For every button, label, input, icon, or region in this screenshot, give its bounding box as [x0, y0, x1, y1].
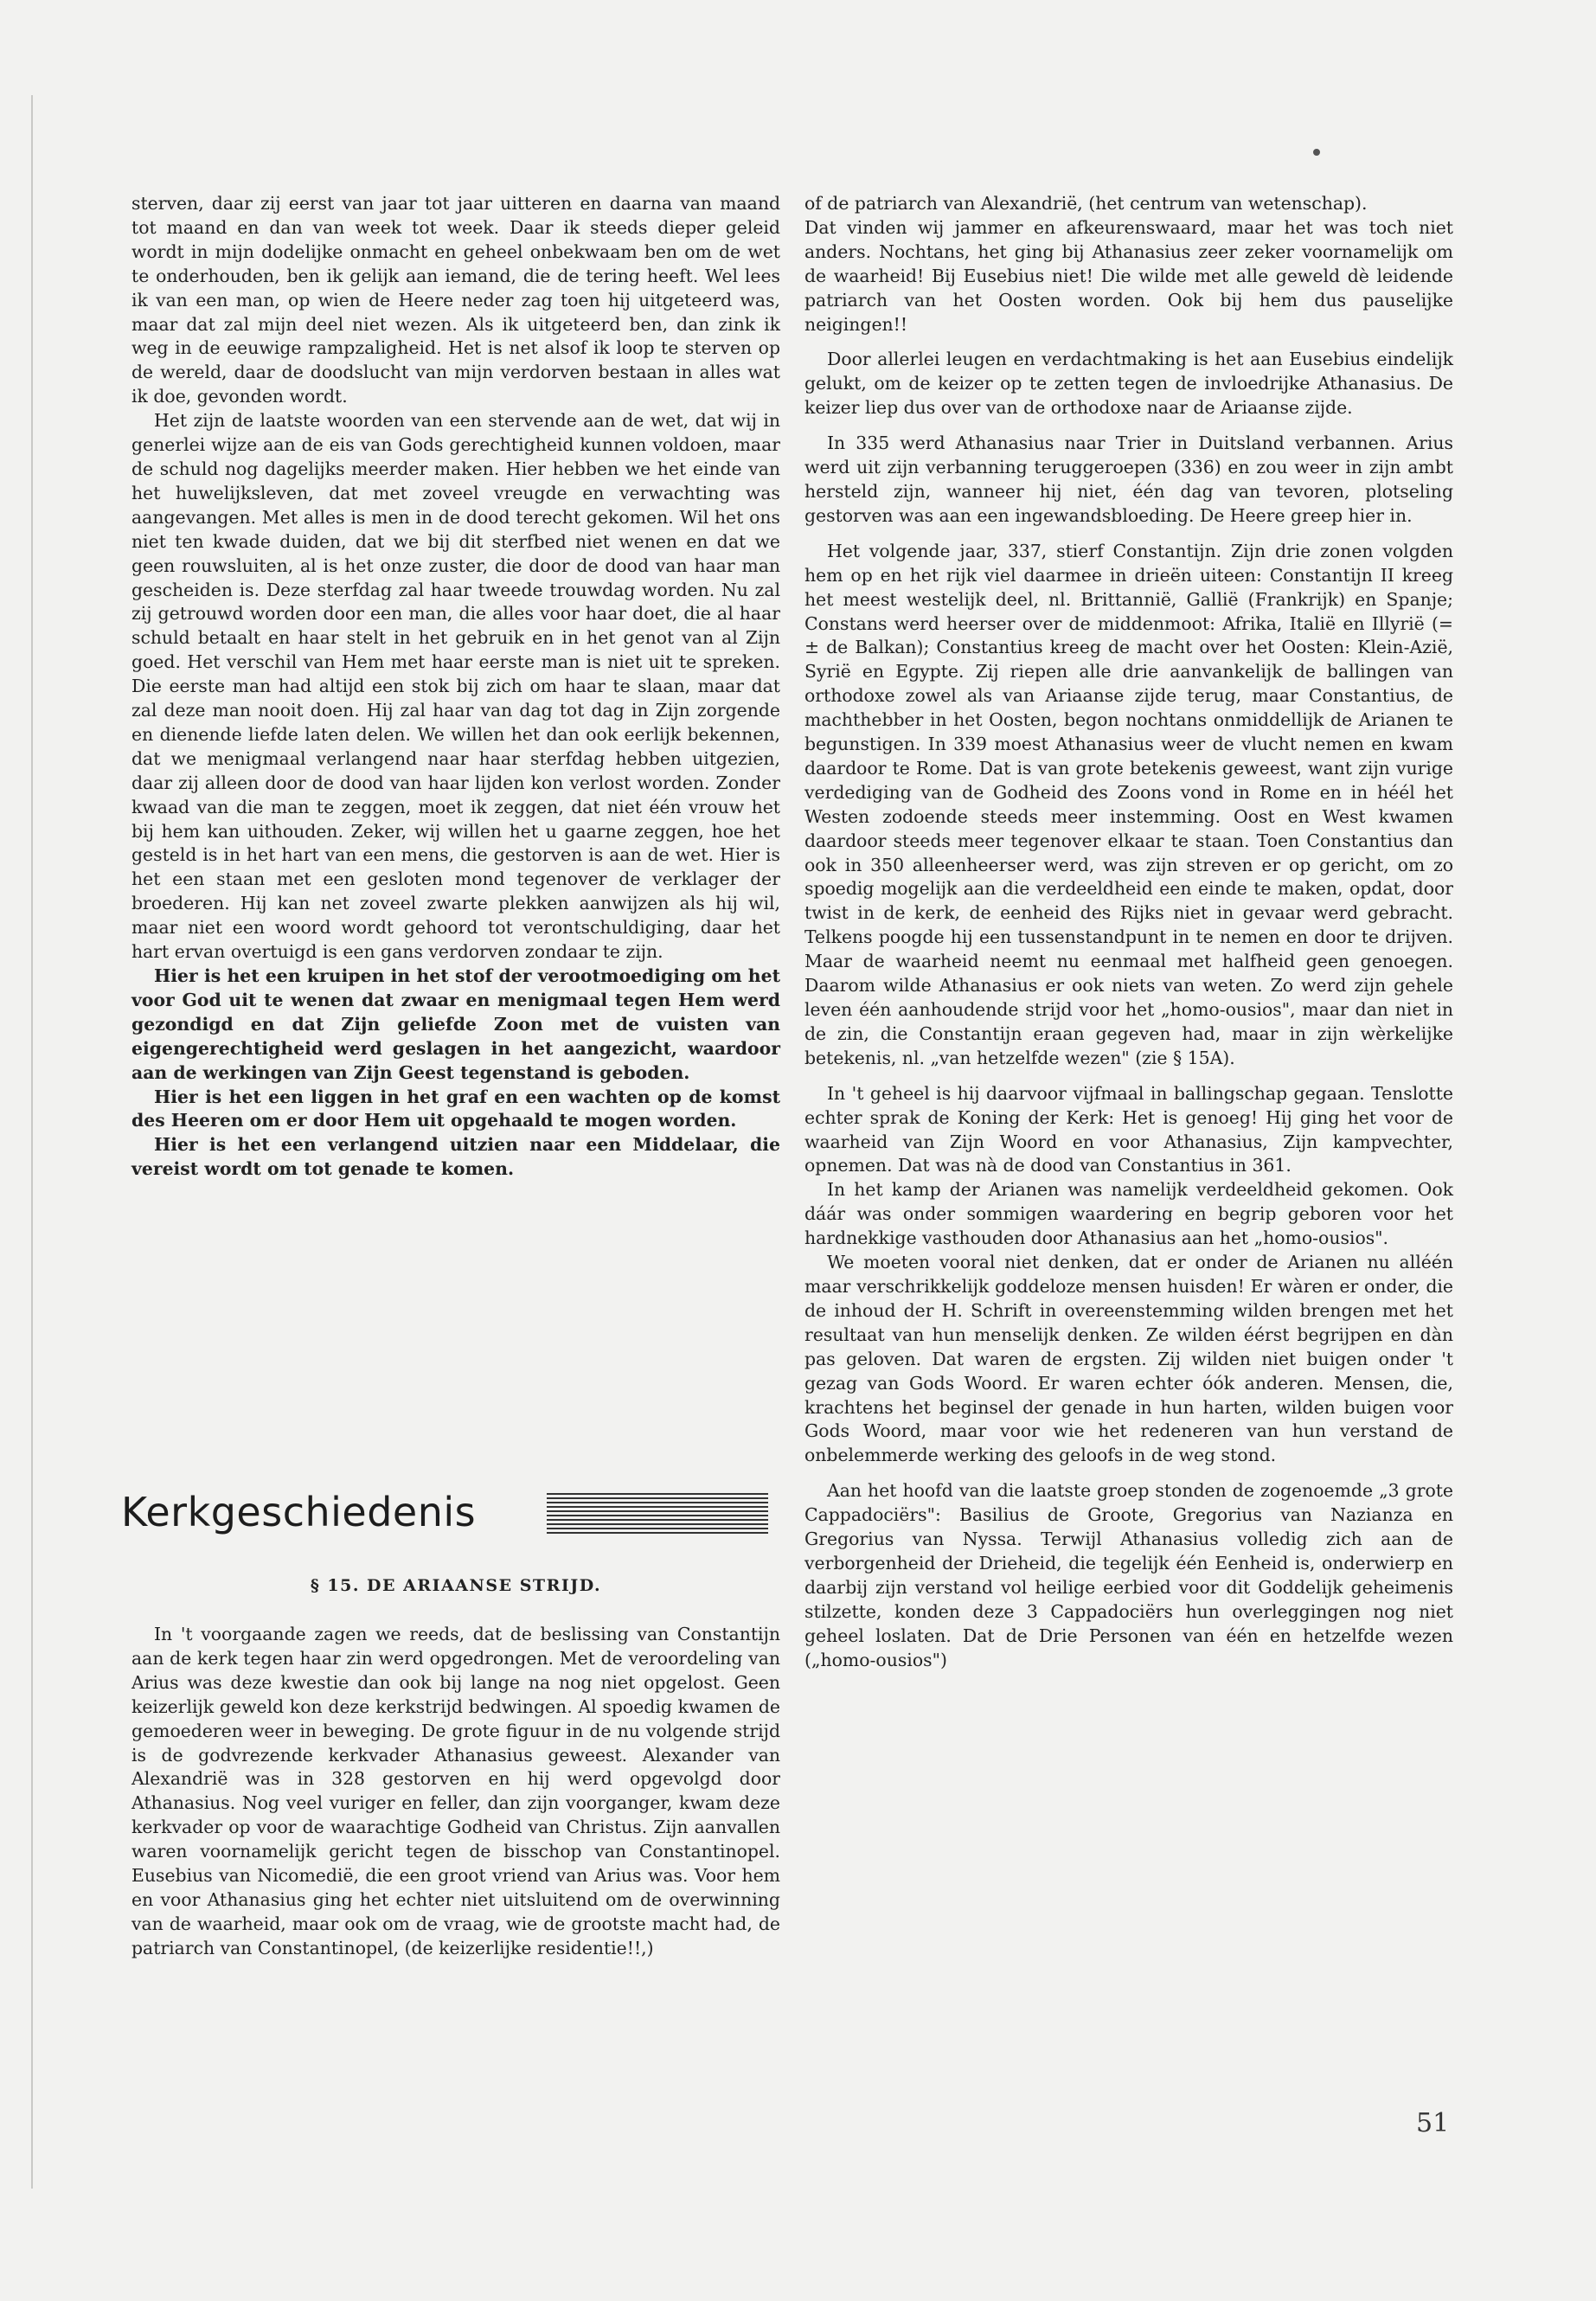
paragraph: Hier is het een liggen in het graf en een wachten op de komst des Heeren om er door Hem uit opgehaald te mogen worden. [131, 1086, 780, 1131]
paragraph: Dat vinden wij jammer en afkeurenswaard, maar het was toch niet anders. Nochtans, het ging bij Athanasius zeer zeker voornamelijk om de waarheid! Bij Eusebius niet! Die wilde met alle geweld dè leidende patriarch van het Oosten worden. Ook bij hem dus pauselijke neigingen!! [804, 216, 1453, 335]
left-column [131, 192, 780, 1182]
section-title: § 15. DE ARIAANSE STRIJD. [310, 1576, 602, 1595]
paragraph: In 't voorgaande zagen we reeds, dat de beslissing van Constantijn aan de kerk tegen haar zin werd opgedrongen. Met de veroordeling van Arius was deze kwestie dan ook bij lange na nog niet opgelost. Geen keizerlijk geweld kon deze kerkstrijd bedwingen. Al spoedig kwamen de gemoederen weer in beweging. De grote figuur in de nu volgende strijd is de godvrezende kerkvader Athanasius geweest. Alexander van Alexandrië was in 328 gestorven en hij werd opgevolgd door Athanasius. Nog veel vuriger en feller, dan zijn voorganger, kwam deze kerkvader op voor de waarachtige Godheid van Christus. Zijn aanvallen waren voornamelijk gericht tegen de bisschop van Constantinopel. Eusebius van Nicomedië, die een groot vriend van Arius was. Voor hem en voor Athanasius ging het echter niet uitsluitend om de overwinning van de waarheid, maar ook om de vraag, wie de grootste macht had, de patriarch van Constantinopel, (de keizerlijke residentie!!,) [131, 1624, 780, 1958]
right-column [804, 192, 1453, 1672]
paragraph: Het volgende jaar, 337, stierf Constantijn. Zijn drie zonen volgden hem op en het rijk viel daarmee in drieën uiteen: Constantijn II kreeg het meest westelijk deel, nl. Brittannië, Gallië (Frankrijk) en Spanje; Constans werd heerser over de middenmoot: Afrika, Italië en Illyrië (= ± de Balkan); Constantius kreeg de macht over het Oosten: Klein-Azië, Syrië en Egypte. Zij riepen alle drie aanvankelijk de ballingen van orthodoxe zowel als van Ariaanse zijde terug, maar Constantius, de machthebber in het Oosten, begon nochtans onmiddellijk de Arianen te begunstigen. In 339 moest Athanasius weer de vlucht nemen en kwam daardoor te Rome. Dat is van grote betekenis geweest, want zijn vurige verdediging van de Godheid des Zoons vond in Rome en in héél het Westen zodoende steeds meer instemming. Oost en West kwamen daardoor steeds meer tegenover elkaar te staan. Toen Constantius dan ook in 350 alleenheerser werd, was zijn streven er op gericht, om zo spoedig mogelijk aan die verdeeldheid een einde te maken, opdat, door twist in de kerk, de eenheid des Rijks niet in gevaar werd gebracht. Telkens poogde hij een tussenstandpunt in te nemen en door te drijven. Maar de waarheid neemt nu eenmaal met halfheid geen genoegen. Daarom wilde Athanasius er ook niets van weten. Zo werd zijn gehele leven één aanhoudende strijd voor het „homo-ousios", maar dan niet in de zin, die Constantijn eraan gegeven had, maar in zijn wèrkelijke betekenis, nl. „van hetzelfde wezen" (zie § 15A). [804, 540, 1453, 1068]
paragraph: Hier is het een verlangend uitzien naar een Middelaar, die vereist wordt om tot genade te komen. [131, 1134, 780, 1180]
section-title-wrap [131, 1576, 780, 1607]
paragraph: We moeten vooral niet denken, dat er onder de Arianen nu alléén maar verschrikkelijk goddeloze mensen huisden! Er wàren er onder, die de inhoud der H. Schrift in overeenstemming wilden brengen met het resultaat van hun menselijk denken. Ze wilden éérst begrijpen en dàn pas geloven. Dat waren de ergsten. Zij wilden niet buigen onder 't gezag van Gods Woord. Er waren echter óók anderen. Mensen, die, krachtens het beginsel der genade in hun harten, wilden buigen voor Gods Woord, maar voor wie het redeneren van hun verstand de onbelemmerde werking des geloofs in de weg stond. [804, 1252, 1453, 1466]
page-number: 51 [1416, 2108, 1450, 2138]
paragraph: of de patriarch van Alexandrië, (het centrum van wetenschap). [804, 193, 1368, 214]
paragraph: Hier is het een kruipen in het stof der verootmoediging om het voor God uit te wenen dat zwaar en menigmaal tegen Hem werd gezondigd en dat Zijn geliefde Zoon met de vuisten van eigengerechtigheid werd geslagen in het aangezicht, waardoor aan de werkingen van Zijn Geest tegenstand is geboden. [131, 965, 780, 1083]
ink-spot [1313, 149, 1320, 156]
paragraph: sterven, daar zij eerst van jaar tot jaar uitteren en daarna van maand tot maand en dan van week tot week. Daar ik steeds dieper geleid wordt in mijn dodelijke onmacht en geheel onbekwaam ben om de wet te onderhouden, ben ik gelijk aan iemand, die de tering heeft. Wel lees ik van een man, op wien de Heere neder zag toen hij uitgeteerd was, maar dat zal mijn deel niet wezen. Als ik uitgeteerd ben, dan zink ik weg in de eeuwige rampzaligheid. Het is net alsof ik loop te sterven op de wereld, daar de doodslucht van mijn verdorven bestaan in alles wat ik doe, gevonden wordt. [131, 193, 780, 407]
paragraph: Het zijn de laatste woorden van een stervende aan de wet, dat wij in generlei wijze aan de eis van Gods gerechtigheid kunnen voldoen, maar de schuld nog dagelijks meerder maken. Hier hebben we het einde van het huwelijksleven, dat met zoveel vreugde en verwachting was aangevangen. Met alles is men in de dood terecht gekomen. Wil het ons niet ten kwade duiden, dat we bij dit sterfbed niet wenen en dat we geen rouwsluiten, al is het onze zuster, die door de dood van haar man gescheiden is. Deze sterfdag zal haar tweede trouwdag worden. Nu zal zij getrouwd worden door een man, die alles voor haar doet, die al haar schuld betaalt en haar stelt in het gebruik en in het genot van al Zijn goed. Het verschil van Hem met haar eerste man is niet uit te spreken. Die eerste man had altijd een stok bij zich om haar te slaan, maar dat zal deze man nooit doen. Hij zal haar van dag tot dag in Zijn zorgende en dienende liefde laten delen. We willen het dan ook eerlijk bekennen, dat we menigmaal verlangend naar haar sterfdag hebben uitgezien, daar zij alleen door de dood van haar lijden kon verlost worden. Zonder kwaad van die man te zeggen, moet ik zeggen, dat niet één vrouw het bij hem kan uithouden. Zeker, wij willen het u gaarne zeggen, hoe het gesteld is in het hart van een mens, die gestorven is aan de wet. Hier is het een staan met een gesloten mond tegenover de verklager der broederen. Hij kan net zoveel zwarte plekken aanwijzen als hij wil, maar niet een woord wordt gehoord tot verontschuldiging, daar het hart ervan overtuigd is een gans verdorven zondaar te zijn. [131, 410, 780, 963]
paragraph: In het kamp der Arianen was namelijk verdeeldheid gekomen. Ook dáár was onder sommigen waardering en begrip geboren voor het hardnekkige vasthouden door Athanasius aan het „homo-ousios". [804, 1179, 1453, 1249]
paragraph: In 335 werd Athanasius naar Trier in Duitsland verbannen. Arius werd uit zijn verbanning teruggeroepen (336) en zou weer in zijn ambt hersteld zijn, wanneer hij niet, één dag van tevoren, plotseling gestorven was aan een ingewandsbloeding. De Heere greep hier in. [804, 433, 1453, 526]
paragraph: Door allerlei leugen en verdachtmaking is het aan Eusebius eindelijk gelukt, om de keizer op te zetten tegen de invloedrijke Athanasius. De keizer liep dus over van de orthodoxe naar de Ariaanse zijde. [804, 349, 1453, 419]
paragraph: Aan het hoofd van die laatste groep stonden de zogenoemde „3 grote Cappadociërs": Basilius de Groote, Gregorius van Nazianza en Gregorius van Nyssa. Terwijl Athanasius volledig zich aan de verborgenheid der Drieheid, die tegelijk één Eenheid is, onderwierp en daarbij zijn verstand vol heilige eerbied voor dit Goddelijk geheimenis stilzette, konden deze 3 Cappadociërs hun overleggingen nog niet geheel loslaten. Dat de Drie Personen van één en hetzelfde wezen („homo-ousios") [804, 1480, 1453, 1670]
left-column-lower [131, 1623, 780, 1961]
section-heading [121, 1486, 768, 1541]
page-edge [31, 95, 33, 2189]
heading-title: Kerkgeschiedenis [121, 1489, 477, 1535]
paragraph: In 't geheel is hij daarvoor vijfmaal in ballingschap gegaan. Tenslotte echter sprak de Koning der Kerk: Het is genoeg! Hij ging het voor de waarheid van Zijn Woord en voor Athanasius, Zijn kampvechter, opnemen. Dat was nà de dood van Constantius in 361. [804, 1082, 1453, 1176]
heading-rules [547, 1493, 768, 1536]
